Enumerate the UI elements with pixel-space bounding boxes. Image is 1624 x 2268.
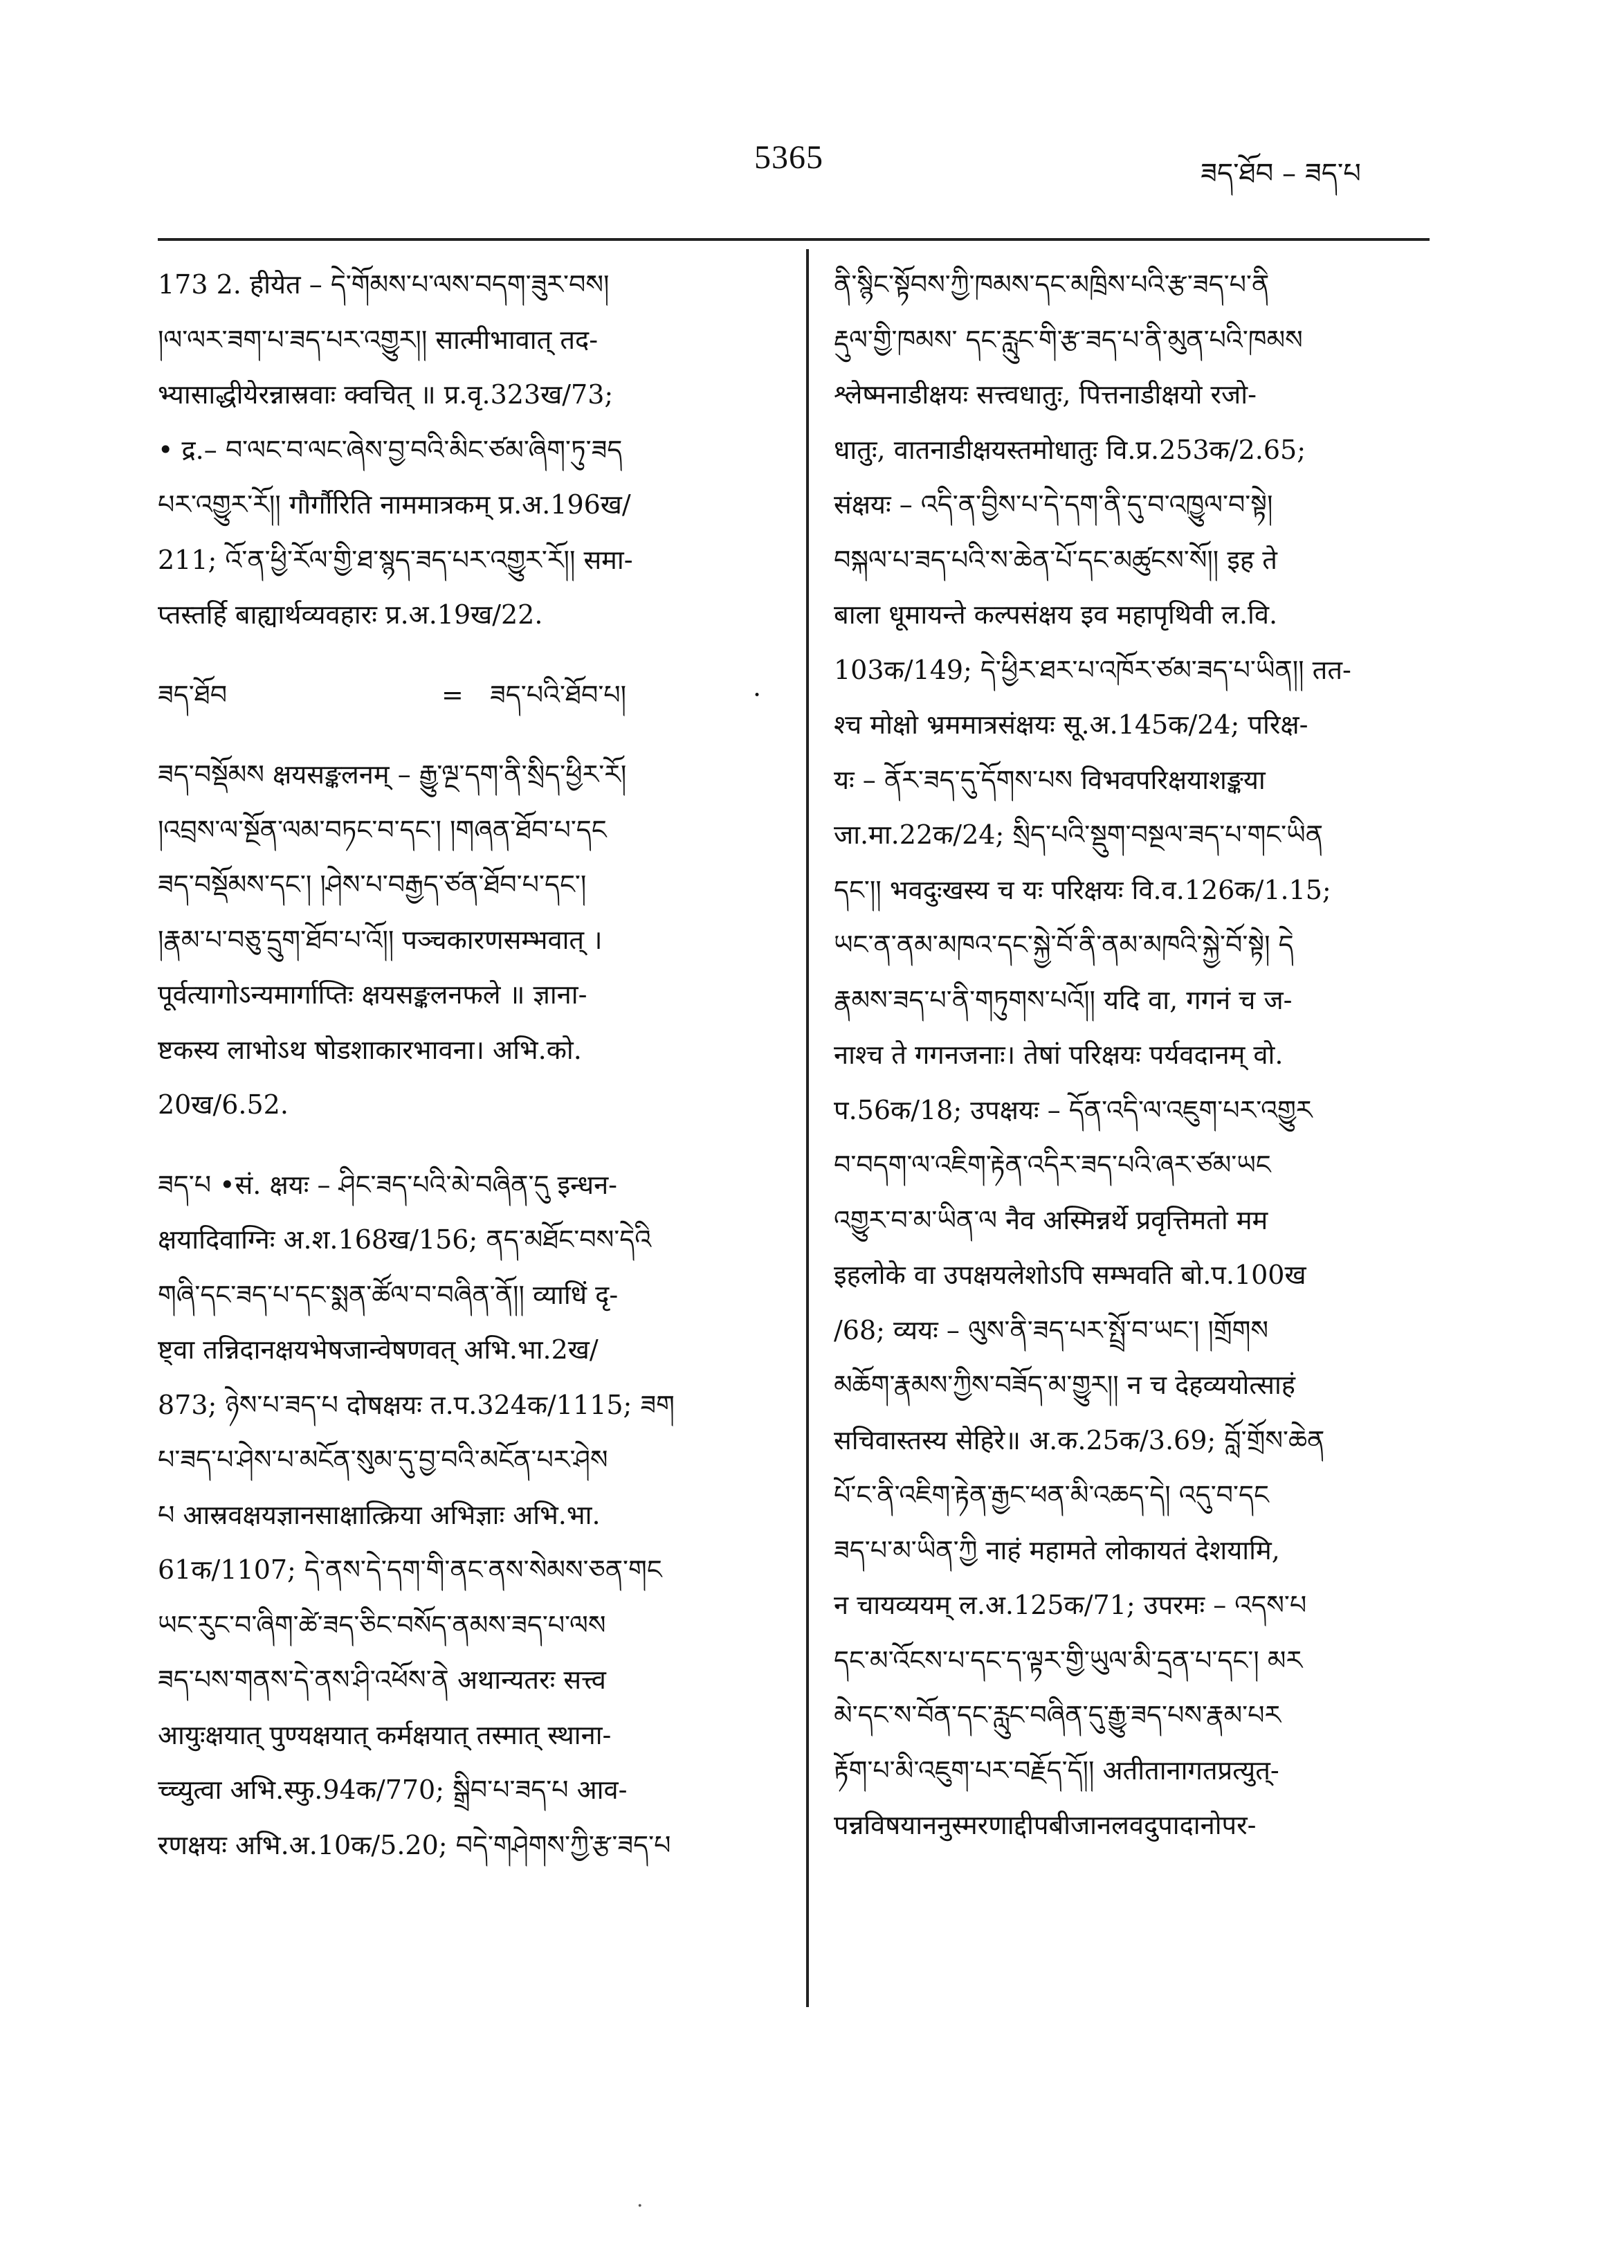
text-line: न चायव्ययम् ल.अ.125क/71; उपरमः – འདས་པ [834,1590,1307,1620]
spacer [158,723,774,747]
text-line: ཡང་རུང་བ་ཞིག་ཚེ་ཟད་ཅིང་བསོད་ནམས་ཟད་པ་ལས [158,1609,606,1640]
text-line: नाश्च ते गगनजनाः। तेषां परिक्षयः पर्यवदानम् वो. [834,1040,1284,1070]
running-head: ཟད་ཐོབ – ཟད་པ [1201,158,1361,190]
text-line: བསྐལ་པ་ཟད་པའི་ས་ཆེན་པོ་དང་མཚུངས་སོ།། इह ते [834,544,1277,575]
text-line: धातुः, वातनाडीक्षयस्तमोधातुः वि.प्र.253क/2.65; [834,434,1306,465]
text-line: संक्षयः – འདི་ན་བྱིས་པ་དེ་དག་ནི་དུ་བ་འཁྱུལ་བ་སྟེ། [834,489,1273,520]
text-line: པ आस्रवक्षयज्ञानसाक्षात्क्रिया अभिज्ञाः अभि.भा. [158,1499,601,1530]
text-line: ཟད་པ •सं. क्षयः – ཤིང་ཟད་པའི་མེ་བཞིན་དུ इन्धन- [158,1169,618,1200]
text-line: མེ་དང་ས་བོན་དང་རླུང་བཞིན་དུ་རྒྱུ་ཟད་པས་རྣམ་པར [834,1700,1281,1730]
text-line: པ་ཟད་པ་ཤེས་པ་མངོན་སུམ་དུ་བྱ་བའི་མངོན་པར་ཤེས [158,1444,608,1475]
text-line: གཞི་དང་ཟད་པ་དང་སྨན་ཚོལ་བ་བཞིན་ནོ།། व्याधिं दृ- [158,1279,619,1310]
text-line: ཟད་པ་མ་ཡིན་ཀྱི नाहं महामते लोकायतं देशयामि, [834,1534,1280,1566]
right-column [834,257,1429,1853]
text-line: प्तस्तर्हि बाह्यार्थव्यवहारः प्र.अ.19ख/22. [158,599,543,630]
left-column [158,257,774,1873]
text-line: རྣམས་ཟད་པ་ནི་གཏུགས་པའོ།། यदि वा, गगनं च ज- [834,984,1293,1015]
headword: ཟད་ཐོབ [158,679,228,710]
headword-gloss: ཟད་པའི་ཐོབ་པ། [490,679,627,710]
text-line: 173 2. हीयेत – དེ་གོམས་པ་ལས་བདག་ཟུར་བས། [158,269,610,300]
text-line: ष्ट्वा तन्निदानक्षयभेषजान्वेषणवत् अभि.भा.2ख/ [158,1334,599,1365]
equals-sign: = [441,679,464,710]
text-line: པར་འགྱུར་རོ།། गौर्गौरिति नाममात्रकम् प्र.अ.196ख/ [158,489,631,520]
text-line: श्लेष्मनाडीक्षयः सत्त्वधातुः, पित्तनाडीक्षयो रजो- [834,379,1257,410]
text-line: ཡང་ན་ནམ་མཁའ་དང་སྐྱེ་བོ་ནི་ནམ་མཁའི་སྐྱེ་བོ་སྟེ། དེ [834,929,1294,960]
text-line: इहलोके वा उपक्षयलेशोऽपि सम्भवति बो.प.100ख [834,1260,1306,1290]
text-line: यः – ནོར་ཟད་དུ་དོགས་པས विभवपरिक्षयाशङ्कया [834,764,1266,795]
text-line: ཟད་བསྡོམས क्षयसङ्कलनम् – རྒྱུ་ལྔ་དག་ནི་སྲིད་ཕྱིར་རོ། [158,759,627,790]
header-rule [158,238,1430,241]
text-line: भ्यासाद्धीयेरन्नास्रवाः क्वचित् ॥ प्र.वृ.323ख/73; [158,379,614,410]
footer-speck: · [637,2194,644,2218]
text-line: རྡུལ་གྱི་ཁམས་ དང་རླུང་གི་རྩ་ཟད་པ་ནི་མུན་པའི་ཁམས [834,324,1303,355]
text-line: पूर्वत्यागोऽन्यमार्गाप्तिः क्षयसङ्कलनफले ॥ ज्ञाना- [158,979,587,1010]
text-line: །འབྲས་ལ་སྔོན་ལམ་བཏང་བ་དང་། །གཞན་ཐོབ་པ་དང [158,814,607,845]
text-line: ཟད་པས་གནས་དེ་ནས་ཤི་འཕོས་ནེ अथान्यतरः सत्त्व [158,1664,606,1695]
column-divider [806,249,809,2007]
text-line: बाला धूमायन्ते कल्पसंक्षय इव महापृथिवी ल.वि. [834,599,1278,630]
text-line: ཟད་བསྡོམས་དང་། །ཤེས་པ་བརྒྱད་ཙན་ཐོབ་པ་དང་། [158,869,587,900]
text-line: 103क/149; དེ་ཕྱིར་ཐར་པ་འཁོར་ཙམ་ཟད་པ་ཡིན།། तत- [834,654,1351,685]
text-line: श्च मोक्षो भ्रममात्रसंक्षयः सू.अ.145क/24; परिक्ष- [834,709,1308,740]
text-line: 20ख/6.52. [158,1089,289,1120]
text-line: 211; འོ་ན་ཕྱི་རོལ་གྱི་ཐ་སྙད་ཟད་པར་འགྱུར་རོ།། समा- [158,544,633,575]
text-line: རྟོག་པ་མི་འཇུག་པར་བརྗོད་དོ།། अतीतानागतप्रत्युत्- [834,1754,1279,1786]
text-line: आयुःक्षयात् पुण्यक्षयात् कर्मक्षयात् तस्मात् स्थाना- [158,1719,612,1750]
text-line: དང་མ་འོངས་པ་དང་ད་ལྟར་གྱི་ཡུལ་མི་དྲན་པ་དང་། མར [834,1644,1303,1676]
text-line: 61क/1107; དེ་ནས་དེ་དག་གི་ནང་ནས་སེམས་ཅན་གང [158,1554,662,1585]
text-line: च्च्युत्वा अभि.स्फु.94क/770; སྒྲིབ་པ་ཟད་པ आव- [158,1775,628,1805]
speck-mark: · [753,679,762,710]
text-line: पन्नविषयाननुस्मरणाद्दीपबीजानलवदुपादानोपर- [834,1810,1257,1840]
text-line: • द्र.– བ་ལང་བ་ལང་ཞེས་བྱ་བའི་མིང་ཙམ་ཞིག་ཏུ་ཟད [158,434,623,465]
text-line: པོ་ང་ནི་འཇིག་རྟེན་རྒྱང་ཕན་མི་འཆད་དེ། འདུ་བ་དང [834,1480,1269,1510]
text-line: रणक्षयः अभि.अ.10क/5.20; བདེ་གཤེགས་ཀྱི་རྩ་ཟད་པ [158,1829,671,1860]
text-line: सचिवास्तस्य सेहिरे॥ अ.क.25क/3.69; བློ་གྲོས་ཆེན [834,1424,1325,1455]
spacer [158,1133,774,1158]
text-line: /68; व्ययः – ལུས་ནི་ཟད་པར་སྤྲོ་བ་ཡང་། །གྲོགས [834,1314,1269,1345]
text-line: འགྱུར་བ་མ་ཡིན་ལ नैव अस्मिन्नर्थे प्रवृत्तिमतो मम [834,1204,1268,1235]
spacer [158,643,774,668]
text-line: །ལ་ལར་ཟག་པ་ཟད་པར་འགྱུར།། सात्मीभावात् तद- [158,324,599,355]
text-line: བ་བདག་ལ་འཇིག་རྟེན་འདིར་ཟད་པའི་ཞར་ཙམ་ཡང [834,1150,1271,1180]
cross-reference-entry [158,668,774,723]
text-line: །རྣམ་པ་བཅུ་དྲུག་ཐོབ་པ་འོ།། पञ्चकारणसम्भवात् । [158,924,603,955]
page-number: 5365 [754,139,823,176]
text-line: ष्टकस्य लाभोऽथ षोडशाकारभावना। अभि.को. [158,1034,582,1065]
text-line: 873; ཉེས་པ་ཟད་པ दोषक्षयः त.प.324क/1115; ཟག [158,1389,675,1420]
text-line: ནི་སྙིང་སྟོབས་ཀྱི་ཁམས་དང་མཁྲིས་པའི་རྩ་ཟད་པ་ནི [834,269,1270,300]
text-line: མཆོག་རྣམས་ཀྱིས་བཟོད་མ་གྱུར།། न च देहव्ययोत्साहं [834,1370,1295,1400]
text-line: प.56क/18; उपक्षयः – དོན་འདི་ལ་འཇུག་པར་འགྱུར [834,1094,1313,1125]
text-line: जा.मा.22क/24; སྲིད་པའི་སྡུག་བསྔལ་ཟད་པ་གང་ཡིན [834,819,1324,850]
text-line: དང་།། भवदुःखस्य च यः परिक्षयः वि.व.126क/1.15; [834,874,1331,905]
text-line: क्षयादिवाग्निः अ.श.168ख/156; ནད་མཐོང་བས་དེའི [158,1224,652,1255]
